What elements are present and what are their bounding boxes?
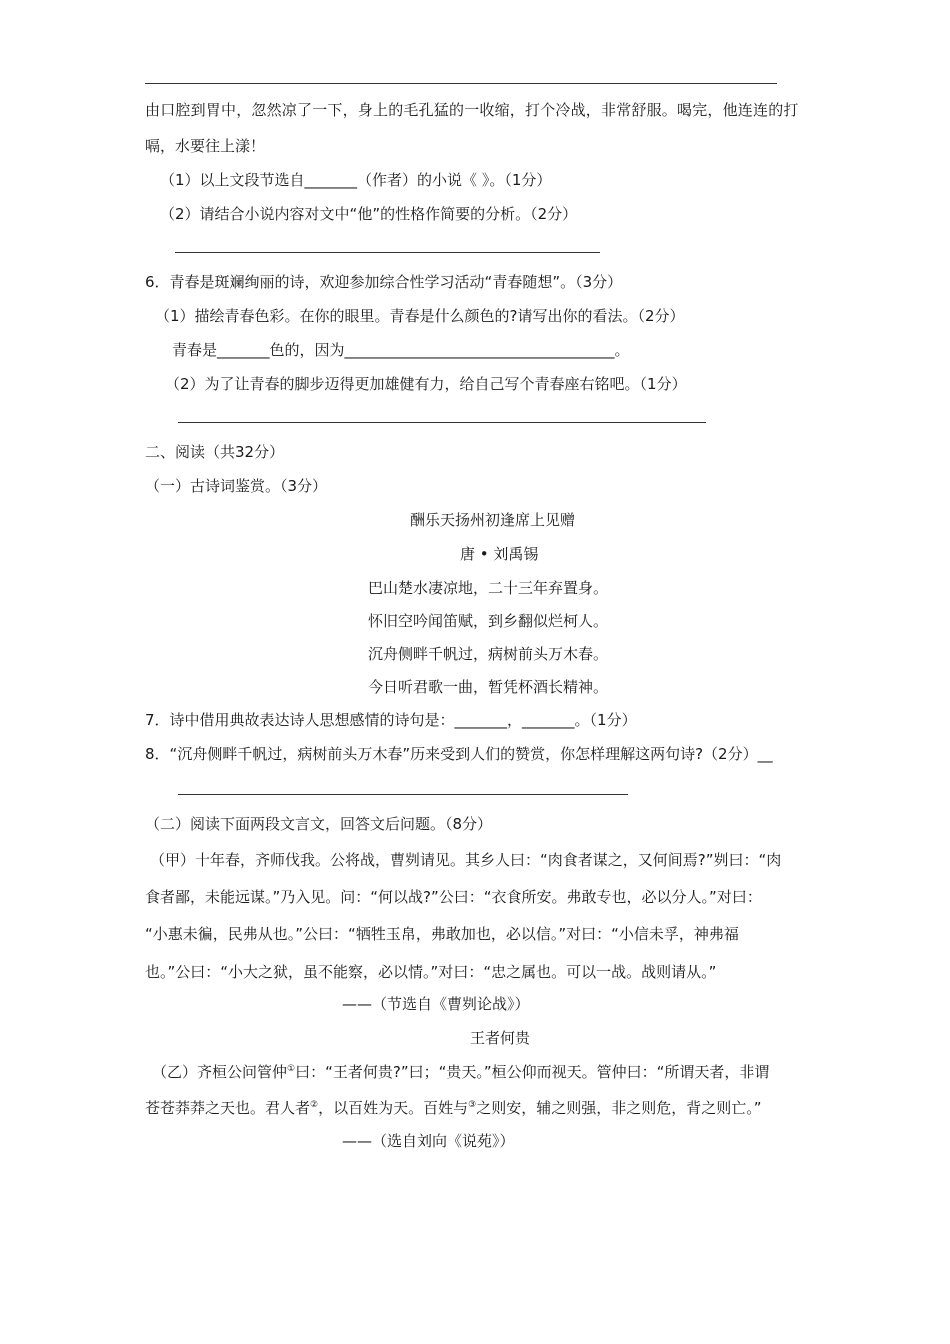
- yi-line-1-b: 曰：“王者何贵?”曰；“贵天。”桓公仰而视天。管仲曰：“所谓天者，非谓: [295, 1063, 770, 1081]
- q8-answer-line[interactable]: [178, 794, 628, 795]
- poem-title: 酬乐天扬州初逢席上见赠: [410, 511, 576, 529]
- q5-answer-line[interactable]: [175, 252, 600, 253]
- poem-line: 今日听君歌一曲，暂凭杯酒长精神。: [368, 678, 609, 696]
- top-divider: [145, 83, 777, 84]
- yi-line-1: [152, 1062, 769, 1082]
- jia-line-2: 食者鄙，未能远谋。”乃入见。问：“何以战?”公曰：“衣食所安。弗敢专也，必以分人。”对曰：: [145, 888, 762, 906]
- yi-line-1-a: （乙）齐桓公问管仲: [152, 1063, 288, 1081]
- q8: 8．“沉舟侧畔千帆过，病树前头万木春”历来受到人们的赞赏，你怎样理解这两句诗?（2分）__: [145, 745, 773, 763]
- yi-line-2: [145, 1098, 761, 1118]
- q7: 7．诗中借用典故表达诗人思想感情的诗句是：_______，_______。（1分）: [145, 711, 637, 729]
- part1-heading: （一）古诗词鉴赏。（3分）: [145, 477, 328, 495]
- jia-line-1: （甲）十年春，齐师伐我。公将战，曹刿请见。其乡人曰：“肉食者谋之，又何间焉?”刿曰：“肉: [150, 851, 782, 869]
- poem-line: 怀旧空吟闻笛赋，到乡翻似烂柯人。: [368, 612, 609, 630]
- footnote-marker-3: ③: [468, 1100, 477, 1110]
- footnote-marker-2: ②: [310, 1100, 319, 1110]
- jia-line-3: “小惠未徧，民弗从也。”公曰：“牺牲玉帛，弗敢加也，必以信。”对曰：“小信未孚，神弗福: [145, 925, 739, 943]
- yi-line-2-a: 苍苍莽莽之天也。君人者: [145, 1099, 311, 1117]
- q5-sub2: （2）请结合小说内容对文中“他”的性格作简要的分析。（2分）: [160, 205, 578, 223]
- q6-sub2: （2）为了让青春的脚步迈得更加雄健有力，给自己写个青春座右铭吧。（1分）: [165, 375, 687, 393]
- yi-title: 王者何贵: [470, 1029, 531, 1047]
- q6-title: 6．青春是斑斓绚丽的诗，欢迎参加综合性学习活动“青春随想”。（3分）: [145, 273, 623, 291]
- poem-line: 巴山楚水凄凉地，二十三年弃置身。: [368, 579, 609, 597]
- q6-sub1-answer[interactable]: 青春是_______色的，因为____________________________________。: [172, 341, 630, 359]
- jia-line-4: 也。”公曰：“小大之狱，虽不能察，必以情。”对曰：“忠之属也。可以一战。战则请从。”: [145, 963, 717, 981]
- part2-heading: （二）阅读下面两段文言文，回答文后问题。（8分）: [145, 815, 493, 833]
- footnote-marker-1: ①: [287, 1064, 296, 1074]
- poem-line: 沉舟侧畔千帆过，病树前头万木春。: [368, 645, 609, 663]
- jia-source: ——（节选自《曹刿论战》）: [342, 995, 530, 1013]
- q5-sub1: （1）以上文段节选自_______（作者）的小说《 》。（1分）: [160, 171, 552, 189]
- passage-line-2: 嗝，水要往上漾！: [145, 137, 266, 155]
- yi-line-2-b: ，以百姓为天。百姓与: [318, 1099, 469, 1117]
- q6-answer-line[interactable]: [178, 422, 706, 423]
- yi-line-2-c: 之则安，辅之则强，非之则危，背之则亡。”: [476, 1099, 762, 1117]
- q6-sub1: （1）描绘青春色彩。在你的眼里。青春是什么颜色的?请写出你的看法。（2分）: [155, 307, 685, 325]
- yi-source: ——（选自刘向《说苑》）: [342, 1132, 515, 1150]
- passage-line-1: 由口腔到胃中，忽然凉了一下，身上的毛孔猛的一收缩，打个冷战，非常舒服。喝完，他连连的打: [145, 101, 799, 119]
- poem-author: 唐 • 刘禹锡: [460, 545, 539, 563]
- section2-heading: 二、阅读（共32分）: [145, 443, 285, 461]
